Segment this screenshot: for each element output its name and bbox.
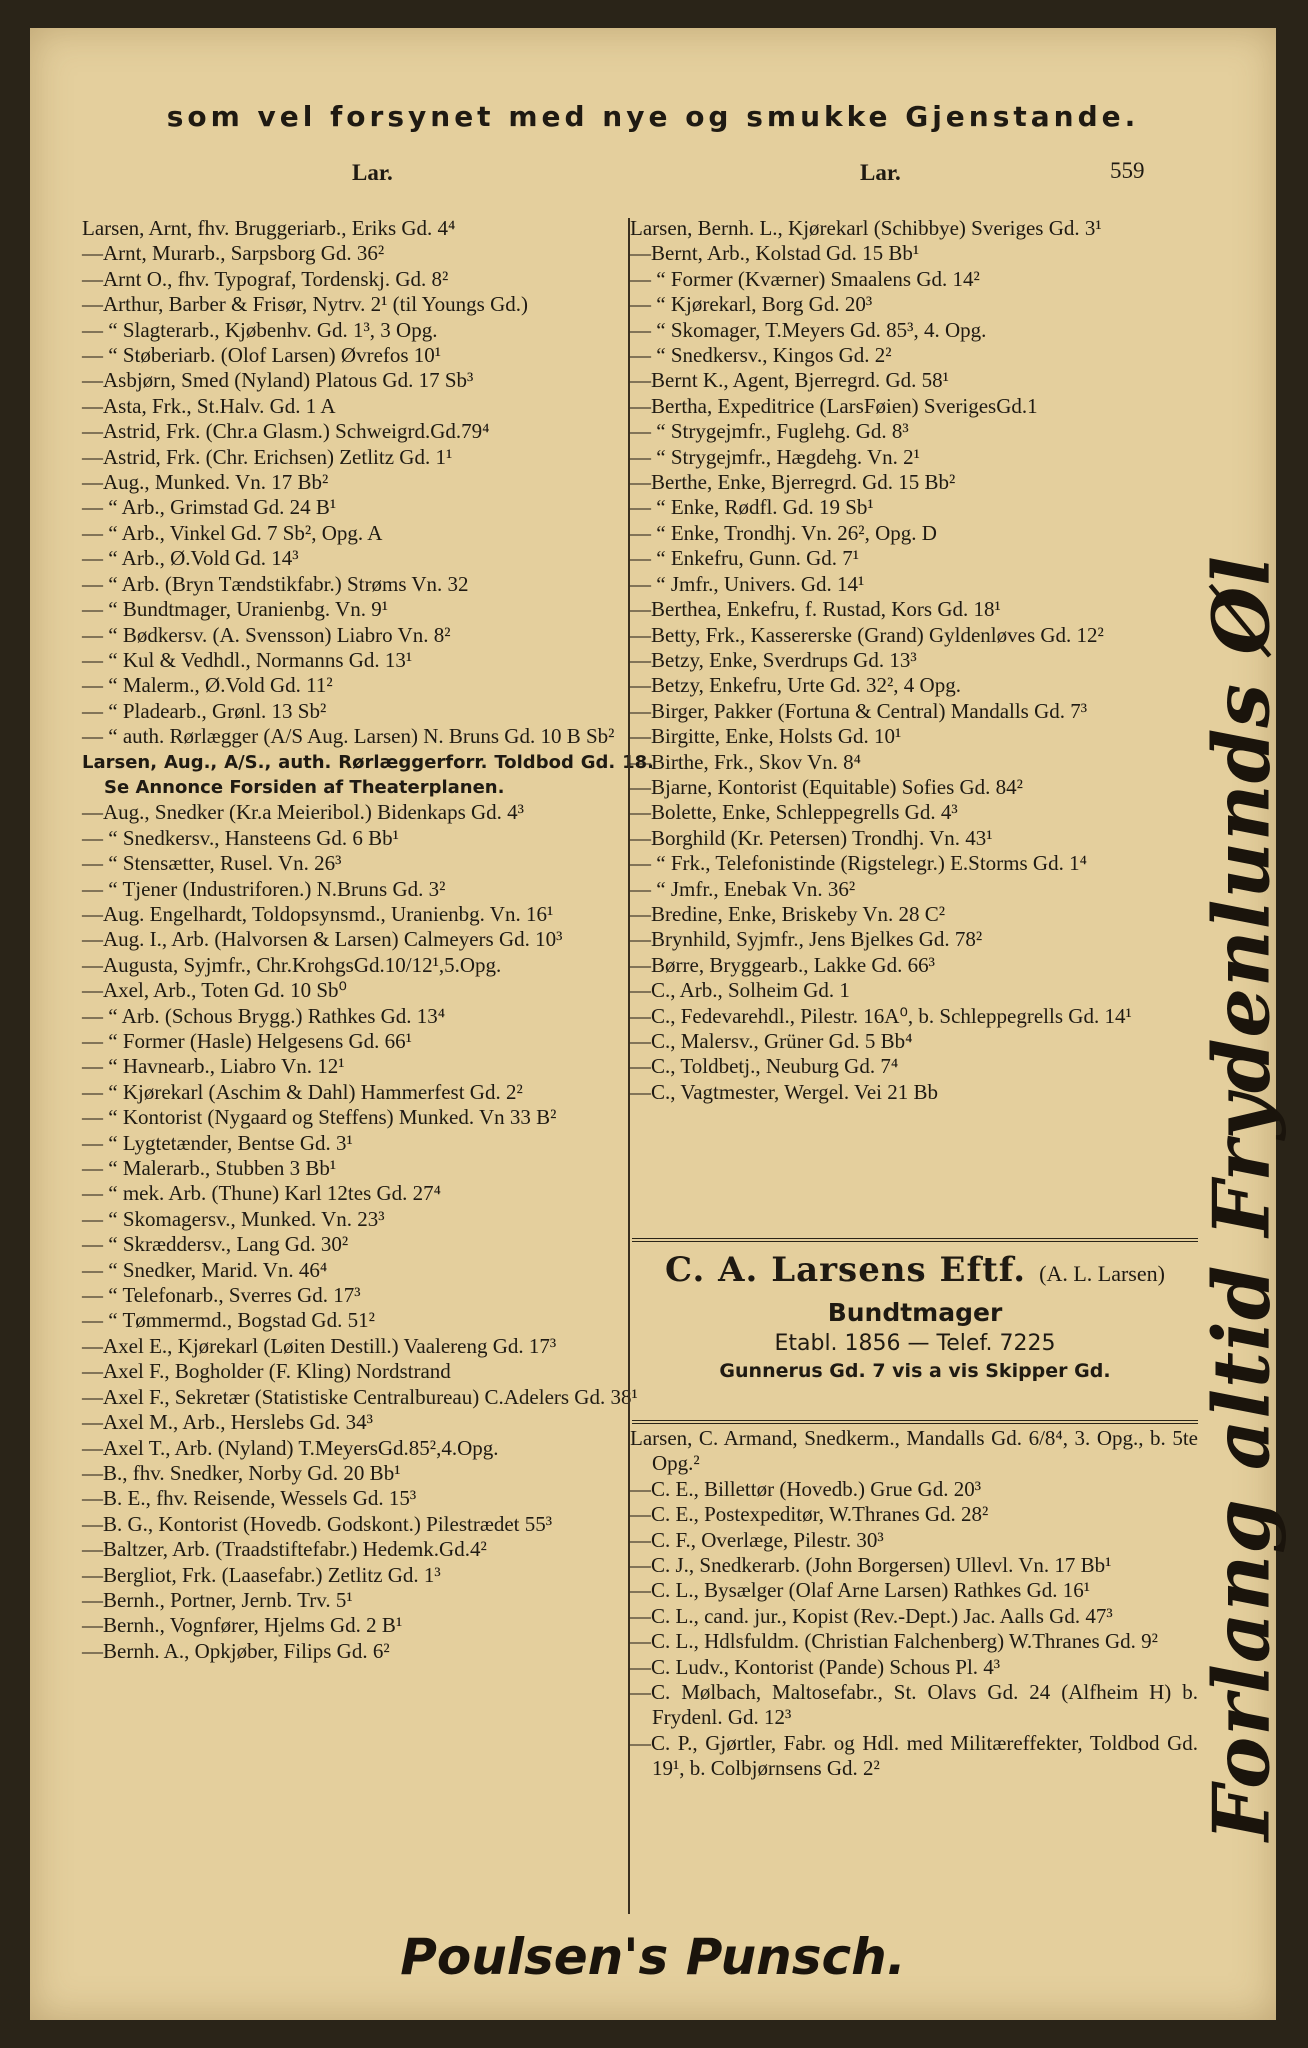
- directory-entry: —Betzy, Enkefru, Urte Gd. 32², 4 Opg.: [630, 673, 961, 698]
- directory-entry: —Aug. Engelhardt, Toldopsynsmd., Uranienbg. Vn. 16¹: [82, 901, 554, 926]
- directory-entry: —Bergliot, Frk. (Laasefabr.) Zetlitz Gd. 1³: [82, 1562, 441, 1587]
- directory-entry: —Axel F., Sekretær (Statistiske Centralbureau) C.Adelers Gd. 38¹: [82, 1384, 638, 1409]
- directory-entry: — “ Pladearb., Grønl. 13 Sb²: [82, 698, 327, 723]
- directory-entry: —C. E., Billettør (Hovedb.) Grue Gd. 20³: [630, 1476, 981, 1501]
- directory-entry: —C., Toldbetj., Neuburg Gd. 7⁴: [630, 1054, 899, 1079]
- side-advertisement: Forlang altid Frydenlunds Øl: [1196, 555, 1288, 1841]
- directory-page: [30, 28, 1288, 2020]
- directory-entry: — “ Arb., Vinkel Gd. 7 Sb², Opg. A: [82, 520, 383, 545]
- directory-entry: —Axel M., Arb., Herslebs Gd. 34³: [82, 1410, 373, 1435]
- directory-entry: — “ Bundtmager, Uranienbg. Vn. 9¹: [82, 597, 389, 622]
- advertisement-firm-name: C. A. Larsens Eftf.: [665, 1250, 1027, 1290]
- directory-entry: — “ Tømmermd., Bogstad Gd. 51²: [82, 1308, 375, 1333]
- directory-entry: — “ Enke, Rødfl. Gd. 19 Sb¹: [630, 495, 874, 520]
- directory-entry: — “ Enkefru, Gunn. Gd. 7¹: [630, 546, 860, 571]
- directory-entry: — “ Bødkersv. (A. Svensson) Liabro Vn. 8²: [82, 622, 451, 647]
- directory-entry: Larsen, Aug., A/S., auth. Rørlæggerforr. Toldbod Gd. 18. Se Annonce Forsiden af Theaterplanen.: [82, 751, 654, 798]
- directory-entry: — “ Havnearb., Liabro Vn. 12¹: [82, 1054, 345, 1079]
- directory-entry: —B., fhv. Snedker, Norby Gd. 20 Bb¹: [82, 1460, 401, 1485]
- directory-entry: — “ Malerm., Ø.Vold Gd. 11²: [82, 673, 333, 698]
- directory-entry: —C. J., Snedkerarb. (John Borgersen) Ullevl. Vn. 17 Bb¹: [630, 1553, 1112, 1578]
- right-column-entries-top: [630, 216, 1198, 1105]
- furrier-advertisement: [630, 1250, 1200, 1410]
- directory-entry: — “ Arb., Ø.Vold Gd. 14³: [82, 546, 299, 571]
- directory-entry: —Bernh., Vognfører, Hjelms Gd. 2 B¹: [82, 1613, 403, 1638]
- directory-entry: —Axel F., Bogholder (F. Kling) Nordstrand: [82, 1359, 451, 1384]
- directory-entry: —Bernh., Portner, Jernb. Trv. 5¹: [82, 1587, 353, 1612]
- directory-entry: — “ Kjørekarl, Borg Gd. 20³: [630, 292, 873, 317]
- directory-entry: —C., Malersv., Grüner Gd. 5 Bb⁴: [630, 1029, 913, 1053]
- directory-entry: —C. L., cand. jur., Kopist (Rev.-Dept.) Jac. Aalls Gd. 47³: [630, 1603, 1113, 1628]
- directory-entry: —Bredine, Enke, Briskeby Vn. 28 C²: [630, 901, 946, 926]
- directory-entry: —Arthur, Barber & Frisør, Nytrv. 2¹ (til Youngs Gd.): [82, 292, 528, 317]
- directory-entry: —Berthe, Enke, Bjerregrd. Gd. 15 Bb²: [630, 470, 956, 495]
- directory-entry: —Birger, Pakker (Fortuna & Central) Mandalls Gd. 7³: [630, 698, 1088, 723]
- directory-entry: — “ Frk., Telefonistinde (Rigstelegr.) E.Storms Gd. 1⁴: [630, 851, 1087, 876]
- bottom-advertisement: Poulsen's Punsch.: [400, 1928, 906, 1986]
- directory-entry: —Birgitte, Enke, Holsts Gd. 10¹: [630, 724, 902, 749]
- directory-entry: — “ Snedkersv., Hansteens Gd. 6 Bb¹: [82, 825, 399, 850]
- directory-entry: —Berthea, Enkefru, f. Rustad, Kors Gd. 18¹: [630, 597, 1001, 622]
- page-number: 559: [1110, 158, 1145, 183]
- directory-entry: — “ mek. Arb. (Thune) Karl 12tes Gd. 27⁴: [82, 1181, 441, 1206]
- directory-entry: — “ Former (Kværner) Smaalens Gd. 14²: [630, 266, 980, 291]
- directory-entry: —C., Vagtmester, Wergel. Vei 21 Bb: [630, 1079, 938, 1104]
- directory-entry: —B. G., Kontorist (Hovedb. Godskont.) Pilestrædet 55³: [82, 1511, 553, 1536]
- directory-entry: —C. P., Gjørtler, Fabr. og Hdl. med Militæreffekter, Toldbod Gd. 19¹, b. Colbjørnsens Gd. 2²: [630, 1730, 1198, 1781]
- directory-entry: —Bernh. A., Opkjøber, Filips Gd. 6²: [82, 1638, 390, 1663]
- top-banner: som vel forsynet med nye og smukke Gjenstande.: [166, 100, 1140, 133]
- directory-entry: — “ Lygtetænder, Bentse Gd. 3¹: [82, 1130, 353, 1155]
- directory-entry: — “ Tjener (Industriforen.) N.Bruns Gd. 3²: [82, 876, 446, 901]
- directory-entry: —Astrid, Frk. (Chr.a Glasm.) Schweigrd.Gd.79⁴: [82, 419, 490, 444]
- advertisement-address: Gunnerus Gd. 7 vis a vis Skipper Gd.: [719, 1360, 1111, 1382]
- directory-entry: — “ Strygejmfr., Hægdehg. Vn. 2¹: [630, 444, 920, 469]
- directory-entry: —B. E., fhv. Reisende, Wessels Gd. 15³: [82, 1486, 417, 1511]
- directory-entry: —Bolette, Enke, Schleppegrells Gd. 4³: [630, 800, 958, 825]
- directory-entry: Larsen, Bernh. L., Kjørekarl (Schibbye) Sveriges Gd. 3¹: [630, 216, 1102, 240]
- directory-entry: —C. F., Overlæge, Pilestr. 30³: [630, 1527, 884, 1552]
- directory-entry: —Borghild (Kr. Petersen) Trondhj. Vn. 43¹: [630, 825, 993, 850]
- directory-entry: — “ Slagterarb., Kjøbenhv. Gd. 1³, 3 Opg.: [82, 317, 438, 342]
- left-column-heading: Lar.: [352, 160, 393, 185]
- directory-entry: — “ Jmfr., Univers. Gd. 14¹: [630, 571, 865, 596]
- directory-entry: —Aug. I., Arb. (Halvorsen & Larsen) Calmeyers Gd. 10³: [82, 927, 563, 952]
- directory-entry: — “ Støberiarb. (Olof Larsen) Øvrefos 10¹: [82, 343, 442, 368]
- directory-entry: — “ Kul & Vedhdl., Normanns Gd. 13¹: [82, 647, 413, 672]
- directory-entry: —Bertha, Expeditrice (LarsFøien) SverigesGd.1: [630, 393, 1038, 418]
- directory-entry: —Axel T., Arb. (Nyland) T.MeyersGd.85²,4.Opg.: [82, 1435, 499, 1460]
- directory-entry: — “ Snedkersv., Kingos Gd. 2²: [630, 343, 892, 368]
- directory-entry: —Bernt K., Agent, Bjerregrd. Gd. 58¹: [630, 368, 949, 393]
- directory-entry: —Axel E., Kjørekarl (Løiten Destill.) Vaalereng Gd. 17³: [82, 1333, 557, 1358]
- right-column-heading: Lar.: [860, 160, 901, 185]
- directory-entry: —Aug., Snedker (Kr.a Meieribol.) Bidenkaps Gd. 4³: [82, 800, 524, 825]
- directory-entry: —C., Fedevarehdl., Pilestr. 16A⁰, b. Schleppegrells Gd. 14¹: [630, 1003, 1132, 1028]
- directory-entry: — “ Arb. (Schous Brygg.) Rathkes Gd. 13⁴: [82, 1003, 446, 1028]
- directory-entry: —Bernt, Arb., Kolstad Gd. 15 Bb¹: [630, 241, 920, 266]
- directory-entry: —Augusta, Syjmfr., Chr.KrohgsGd.10/12¹,5.Opg.: [82, 952, 502, 977]
- directory-entry: —Axel, Arb., Toten Gd. 10 Sb⁰: [82, 978, 347, 1003]
- directory-entry: — “ Former (Hasle) Helgesens Gd. 66¹: [82, 1029, 412, 1053]
- directory-entry: —Betty, Frk., Kassererske (Grand) Gyldenløves Gd. 12²: [630, 622, 1104, 647]
- directory-entry: —Arnt O., fhv. Typograf, Tordenskj. Gd. 8²: [82, 266, 449, 291]
- directory-entry: — “ Kjørekarl (Aschim & Dahl) Hammerfest Gd. 2²: [82, 1079, 523, 1104]
- directory-entry: —C. L., Bysælger (Olaf Arne Larsen) Rathkes Gd. 16¹: [630, 1578, 1091, 1603]
- directory-entry: — “ Malerarb., Stubben 3 Bb¹: [82, 1156, 337, 1181]
- advertisement-rule-top: [632, 1238, 1198, 1242]
- directory-entry: —Betzy, Enke, Sverdrups Gd. 13³: [630, 647, 917, 672]
- directory-entry: —Arnt, Murarb., Sarpsborg Gd. 36²: [82, 241, 385, 266]
- directory-entry: —Aug., Munked. Vn. 17 Bb²: [82, 470, 329, 495]
- directory-entry: — “ Skræddersv., Lang Gd. 30²: [82, 1232, 349, 1257]
- directory-entry: —Børre, Bryggearb., Lakke Gd. 66³: [630, 952, 935, 977]
- directory-entry: — “ Enke, Trondhj. Vn. 26², Opg. D: [630, 520, 937, 545]
- advertisement-trade: Bundtmager: [827, 1298, 1003, 1327]
- directory-entry: —C. E., Postexpeditør, W.Thranes Gd. 28²: [630, 1502, 989, 1527]
- directory-entry: —Bjarne, Kontorist (Equitable) Sofies Gd. 84²: [630, 774, 1023, 799]
- directory-entry: — “ Strygejmfr., Fuglehg. Gd. 8³: [630, 419, 909, 444]
- directory-entry: —Asta, Frk., St.Halv. Gd. 1 A: [82, 393, 336, 418]
- directory-entry: — “ Stensætter, Rusel. Vn. 26³: [82, 851, 342, 876]
- directory-entry: —Brynhild, Syjmfr., Jens Bjelkes Gd. 78²: [630, 927, 983, 952]
- directory-entry: Larsen, C. Armand, Snedkerm., Mandalls Gd. 6/8⁴, 3. Opg., b. 5te Opg.²: [630, 1426, 1198, 1476]
- directory-entry: —C. Ludv., Kontorist (Pande) Schous Pl. 4³: [630, 1654, 1001, 1679]
- directory-entry: —Birthe, Frk., Skov Vn. 8⁴: [630, 749, 861, 774]
- directory-entry: —Baltzer, Arb. (Traadstiftefabr.) Hedemk.Gd.4²: [82, 1537, 487, 1562]
- directory-entry: Larsen, Arnt, fhv. Bruggeriarb., Eriks Gd. 4⁴: [82, 216, 456, 240]
- directory-entry: — “ Telefonarb., Sverres Gd. 17³: [82, 1283, 361, 1308]
- directory-entry: —C., Arb., Solheim Gd. 1: [630, 978, 850, 1003]
- advertisement-owner: (A. L. Larsen): [1039, 1261, 1165, 1286]
- side-advertisement-container: [1196, 448, 1288, 1948]
- advertisement-established: Etabl. 1856 — Telef. 7225: [774, 1331, 1056, 1356]
- directory-entry: — “ Skomager, T.Meyers Gd. 85³, 4. Opg.: [630, 317, 987, 342]
- right-column-entries-bottom: [630, 1426, 1198, 1782]
- directory-entry: — “ Arb. (Bryn Tændstikfabr.) Strøms Vn. 32: [82, 571, 469, 596]
- directory-entry: —C. Mølbach, Maltosefabr., St. Olavs Gd. 24 (Alfheim H) b. Frydenl. Gd. 12³: [630, 1680, 1198, 1730]
- directory-entry: — “ Skomagersv., Munked. Vn. 23³: [82, 1206, 385, 1231]
- directory-entry: — “ Jmfr., Enebak Vn. 36²: [630, 876, 856, 901]
- directory-entry: — “ auth. Rørlægger (A/S Aug. Larsen) N. Bruns Gd. 10 B Sb²: [82, 724, 615, 749]
- directory-entry: —Asbjørn, Smed (Nyland) Platous Gd. 17 Sb³: [82, 368, 474, 393]
- directory-entry: — “ Snedker, Marid. Vn. 46⁴: [82, 1257, 328, 1282]
- directory-entry: —C. L., Hdlsfuldm. (Christian Falchenberg) W.Thranes Gd. 9²: [630, 1629, 1158, 1654]
- directory-entry: — “ Kontorist (Nygaard og Steffens) Munked. Vn 33 B²: [82, 1105, 557, 1130]
- directory-entry: — “ Arb., Grimstad Gd. 24 B¹: [82, 495, 337, 520]
- advertisement-rule-bottom: [632, 1420, 1198, 1424]
- directory-entry: —Astrid, Frk. (Chr. Erichsen) Zetlitz Gd. 1¹: [82, 444, 453, 469]
- left-column-entries: [82, 216, 654, 1664]
